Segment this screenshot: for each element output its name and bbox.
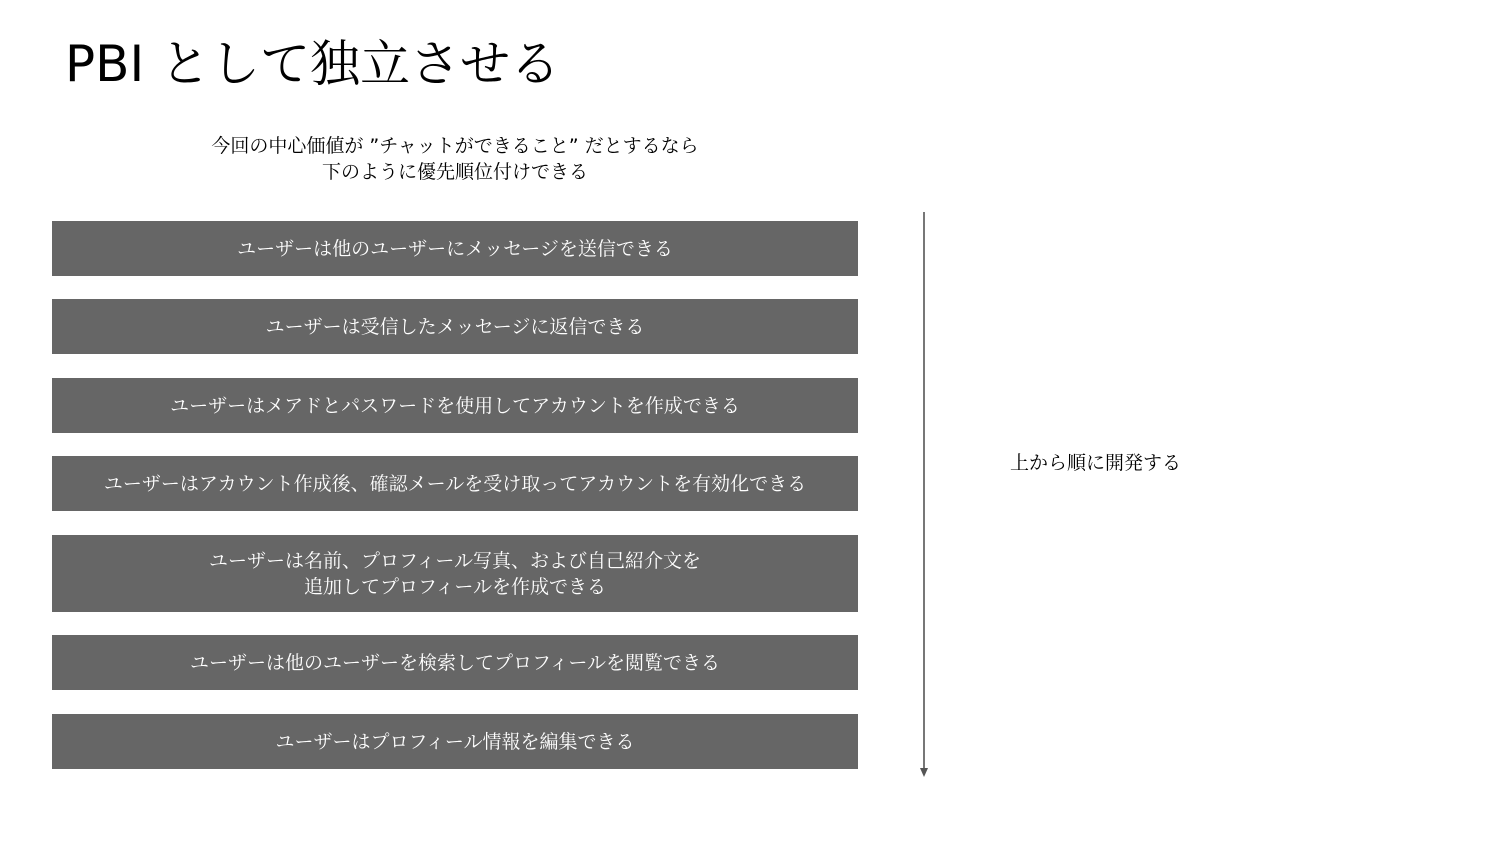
pbi-item-reply-message	[52, 299, 858, 354]
subtitle	[155, 133, 755, 185]
pbi-item-create-profile	[52, 535, 858, 612]
pbi-item-text: ユーザーは他のユーザーにメッセージを送信できる	[237, 237, 673, 260]
arrow-head	[920, 768, 928, 777]
subtitle-line-2: 下のように優先順位付けできる	[321, 161, 588, 183]
pbi-item-search-profile	[52, 635, 858, 690]
pbi-item-create-account	[52, 378, 858, 433]
pbi-item-text: ユーザーは受信したメッセージに返信できる	[265, 315, 645, 338]
pbi-item-edit-profile	[52, 714, 858, 769]
down-arrow-icon	[918, 212, 930, 778]
pbi-item-text: ユーザーは名前、プロフィール写真、および自己紹介文を	[208, 549, 702, 572]
pbi-item-text: ユーザーはアカウント作成後、確認メールを受け取ってアカウントを有効化できる	[103, 472, 807, 495]
pbi-item-send-message	[52, 221, 858, 276]
slide-title: PBI として独立させる	[65, 35, 561, 93]
pbi-item-text: ユーザーはプロフィール情報を編集できる	[275, 730, 635, 753]
subtitle-line-1: 今回の中心価値が ”チャットができること” だとするなら	[211, 135, 699, 157]
pbi-item-text: ユーザーはメアドとパスワードを使用してアカウントを作成できる	[170, 394, 740, 417]
pbi-item-text: 追加してプロフィールを作成できる	[303, 575, 607, 598]
order-label: 上から順に開発する	[1010, 452, 1182, 474]
pbi-item-text: ユーザーは他のユーザーを検索してプロフィールを閲覧できる	[189, 651, 721, 674]
pbi-item-activate-account	[52, 456, 858, 511]
